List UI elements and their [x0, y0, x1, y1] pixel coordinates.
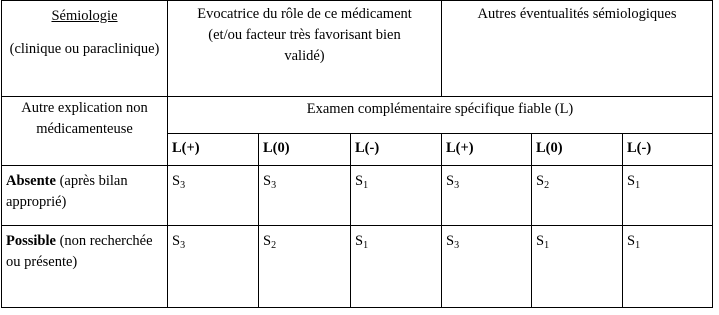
l-header-cell: [442, 134, 532, 166]
score-sub: 1: [635, 180, 641, 191]
score-base: S: [536, 173, 545, 189]
score-sub: 3: [180, 240, 186, 251]
score-cell: [259, 226, 351, 308]
l-header-label: L(0): [536, 140, 563, 156]
l-header-label: L(+): [446, 140, 474, 156]
score-base: S: [355, 233, 364, 249]
autre-explication-cell: [2, 97, 168, 166]
row-label-possible: [2, 226, 168, 308]
evocatrice-text: Evocatrice du rôle de ce médicament (et/ou facteur très favorisant bien validé): [197, 6, 412, 64]
l-header-label: L(-): [355, 140, 380, 156]
table-row: [2, 226, 713, 308]
score-sub: 1: [635, 240, 641, 251]
score-sub: 3: [180, 180, 186, 191]
row-label-rest: (après bilan approprié): [6, 173, 128, 210]
examen-text: Examen complémentaire spécifique fiable (L): [306, 101, 574, 117]
examen-row: [2, 97, 713, 134]
score-cell: [532, 166, 623, 226]
score-base: S: [446, 233, 455, 249]
autres-header-cell: [442, 1, 713, 97]
score-cell: [532, 226, 623, 308]
score-base: S: [172, 173, 181, 189]
score-sub: 3: [454, 240, 460, 251]
score-base: S: [446, 173, 455, 189]
examen-header-cell: [168, 97, 713, 134]
autres-text: Autres éventualités sémiologiques: [477, 6, 677, 22]
score-cell: [623, 166, 713, 226]
score-base: S: [263, 233, 272, 249]
score-cell: [351, 226, 442, 308]
autre-explication-text: Autre explication non médicamenteuse: [21, 100, 148, 137]
score-sub: 3: [454, 180, 460, 191]
score-sub: 1: [544, 240, 550, 251]
score-cell: [442, 226, 532, 308]
row-label-bold: Absente: [6, 173, 56, 189]
score-base: S: [536, 233, 545, 249]
score-sub: 2: [544, 180, 550, 191]
l-header-label: L(0): [263, 140, 290, 156]
score-cell: [168, 226, 259, 308]
score-cell: [259, 166, 351, 226]
row-label-bold: Possible: [6, 233, 56, 249]
semiologie-subtitle: (clinique ou paraclinique): [9, 41, 160, 57]
imputability-table: [1, 0, 713, 308]
table-row: [2, 166, 713, 226]
score-cell: [623, 226, 713, 308]
score-cell: [351, 166, 442, 226]
semiologie-title: Sémiologie: [51, 8, 118, 24]
score-sub: 2: [271, 240, 277, 251]
score-base: S: [355, 173, 364, 189]
score-sub: 3: [271, 180, 277, 191]
l-header-cell: [259, 134, 351, 166]
score-cell: [168, 166, 259, 226]
evocatrice-header-cell: [168, 1, 442, 97]
score-base: S: [172, 233, 181, 249]
score-sub: 1: [363, 180, 369, 191]
l-header-cell: [351, 134, 442, 166]
score-cell: [442, 166, 532, 226]
l-header-cell: [623, 134, 713, 166]
score-base: S: [627, 233, 636, 249]
l-header-label: L(+): [172, 140, 200, 156]
row-label-absente: [2, 166, 168, 226]
score-base: S: [263, 173, 272, 189]
l-header-cell: [532, 134, 623, 166]
score-sub: 1: [363, 240, 369, 251]
semiologie-header-cell: [2, 1, 168, 97]
score-base: S: [627, 173, 636, 189]
header-row: [2, 1, 713, 97]
row-label-rest: (non recherchée ou présente): [6, 233, 153, 270]
l-header-cell: [168, 134, 259, 166]
l-header-label: L(-): [627, 140, 652, 156]
